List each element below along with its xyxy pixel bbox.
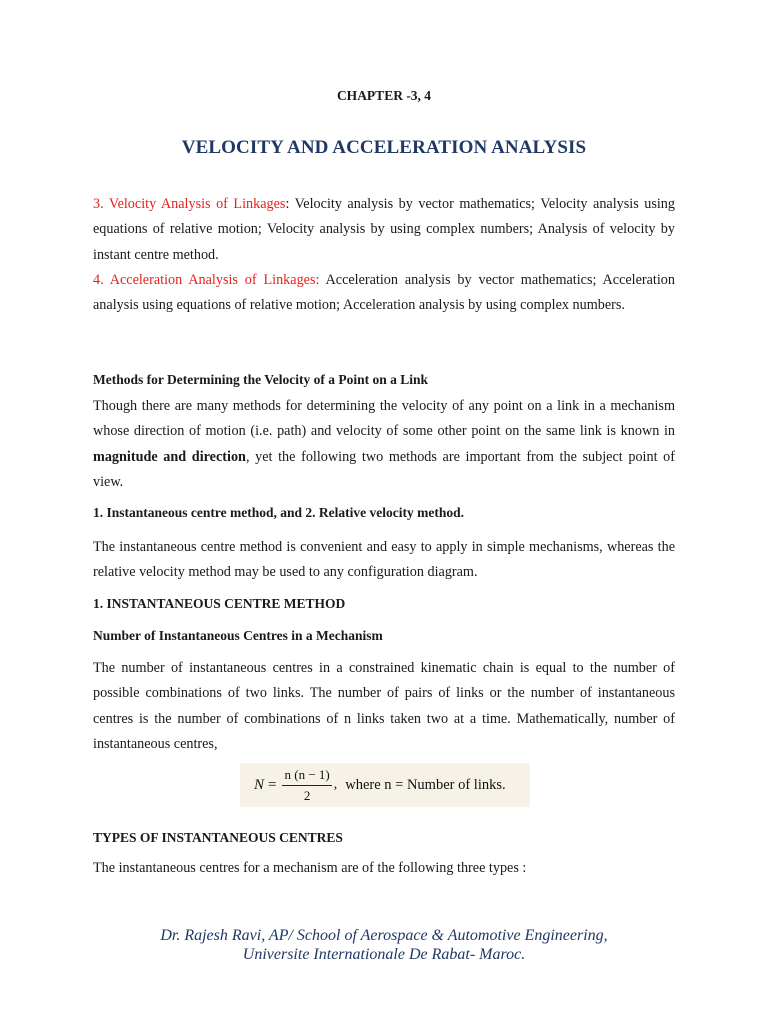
methods-text-bold: magnitude and direction (93, 448, 246, 465)
methods-paragraph (93, 394, 675, 495)
section-4-paragraph (93, 268, 675, 319)
types-paragraph: The instantaneous centres for a mechanism are of the following three types : (93, 860, 527, 876)
fraction-bar (282, 785, 331, 786)
footer-line-2: Universite Internationale De Rabat- Maroc. (242, 946, 526, 963)
section-3-label: 3. Velocity Analysis of Linkages (93, 196, 286, 212)
methods-text-after: , yet the following two methods are important from the subject point of view. (93, 448, 675, 490)
methods-list: 1. Instantaneous centre method, and 2. Relative velocity method. (93, 505, 464, 520)
formula-numerator: n (n − 1) (284, 766, 330, 782)
footer-line-1: Dr. Rajesh Ravi, AP/ School of Aerospace & Automotive Engineering, (160, 927, 608, 944)
document-page (93, 0, 675, 1024)
methods-heading: Methods for Determining the Velocity of a Point on a Link (93, 372, 428, 387)
icm-paragraph: The number of instantaneous centres in a constrained kinematic chain is equal to the number of possible combinations of two links. The number of pairs of links or the number of instantaneous centres is the number of combinations of n links taken two at a time. Mathematically, number of instantaneous centres, (93, 660, 675, 752)
formula-where: where n = Number of links. (345, 776, 506, 793)
convenient-paragraph: The instantaneous centre method is convenient and easy to apply in simple mechanisms, whereas the relative velocity method may be used to any configuration diagram. (93, 539, 675, 581)
section-4-text: Acceleration analysis by vector mathematics; Acceleration analysis using equations of relative motion; Acceleration analysis by using complex numbers. (93, 272, 675, 314)
methods-text-before: Though there are many methods for determining the velocity of any point on a link in a mechanism whose direction of motion (i.e. path) and velocity of some other point on the same link is known in (93, 398, 675, 440)
icm-heading: 1. INSTANTANEOUS CENTRE METHOD (93, 596, 346, 611)
formula-denominator: 2 (303, 787, 311, 803)
formula-lhs: N (254, 776, 265, 793)
chapter-label: CHAPTER -3, 4 (336, 88, 432, 103)
formula-fraction (282, 767, 331, 804)
types-heading: TYPES OF INSTANTANEOUS CENTRES (93, 830, 343, 845)
section-3-text: : Velocity analysis by vector mathematics; Velocity analysis using equations of relative motion; Velocity analysis by using complex numbers; Analysis of velocity by instant centre method. (93, 196, 675, 263)
section-3-paragraph (93, 192, 675, 268)
page-title: VELOCITY AND ACCELERATION ANALYSIS (181, 137, 587, 158)
page-footer (0, 926, 768, 964)
formula-comma: , (333, 777, 338, 792)
formula-image (240, 763, 530, 807)
icm-subheading: Number of Instantaneous Centres in a Mechanism (93, 628, 383, 643)
formula-equals: = (268, 776, 277, 793)
section-4-label: 4. Acceleration Analysis of Linkages: (93, 272, 320, 288)
